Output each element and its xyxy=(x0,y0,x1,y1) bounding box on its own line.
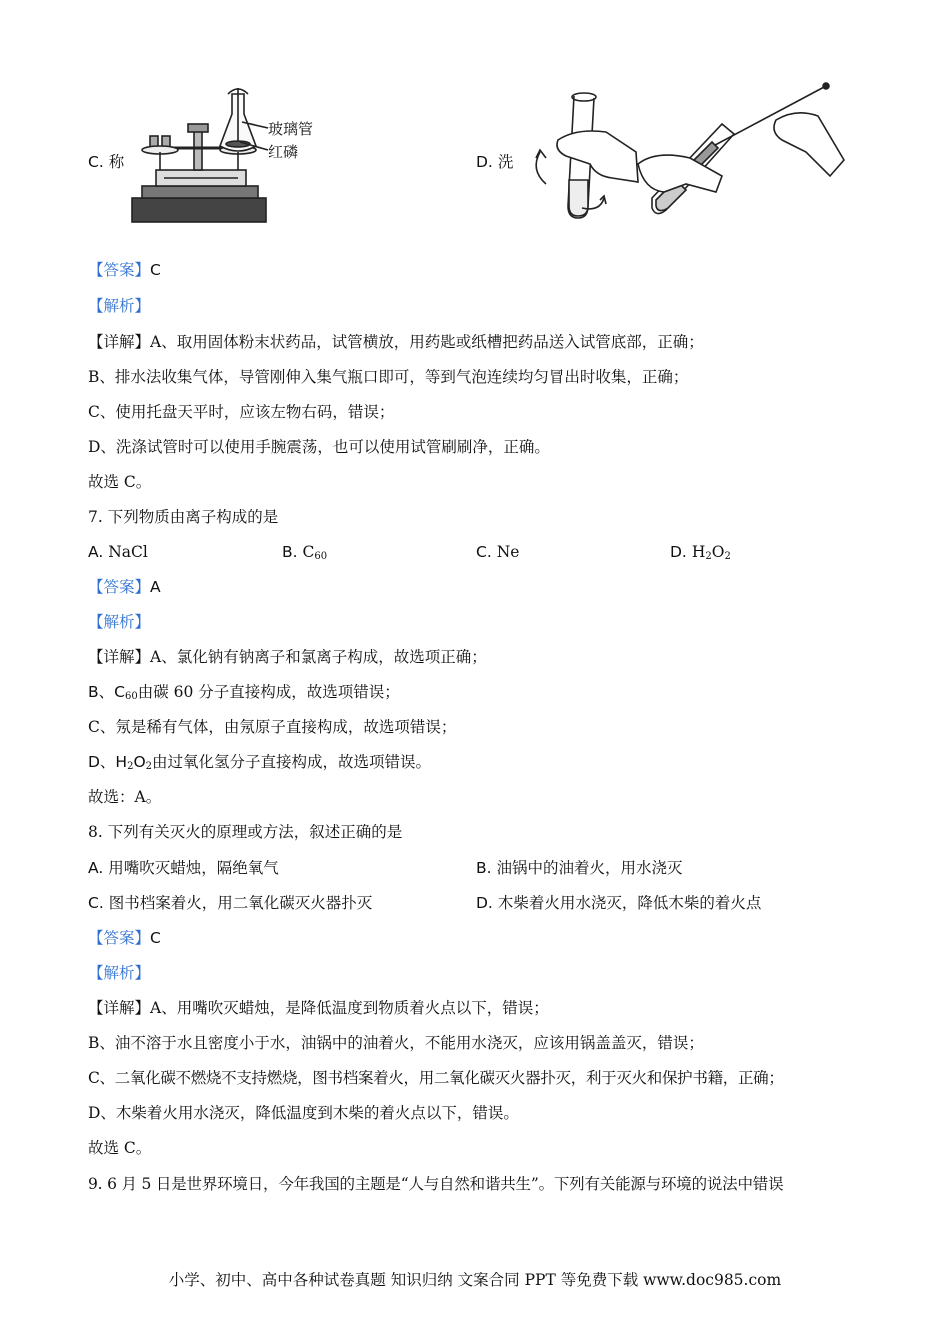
q6-detail-line-a xyxy=(88,332,704,352)
option-text: NaCl xyxy=(108,543,148,561)
detail-tag: 【详解】 xyxy=(88,333,151,351)
option-text: H xyxy=(691,543,706,561)
option-text: C xyxy=(302,543,315,561)
option-text: 木柴着火用水浇灭，降低木柴的着火点 xyxy=(497,894,762,912)
q6-option-c xyxy=(88,152,124,172)
page-footer: 小学、初中、高中各种试卷真题 知识归纳 文案合同 PPT 等免费下载 www.doc985.com xyxy=(168,1271,782,1289)
q8-analysis-tag: 【解析】 xyxy=(88,964,151,982)
q7-stem: 7. 下列物质由离子构成的是 xyxy=(88,508,279,526)
q8-option-a xyxy=(88,858,279,878)
label-red-phosphorus: 红磷 xyxy=(268,143,299,161)
q8-detail-line-d: D、木柴着火用水浇灭，降低温度到木柴的着火点以下，错误。 xyxy=(88,1104,519,1122)
option-letter: D. xyxy=(476,153,493,171)
answer-value: C xyxy=(150,929,161,947)
text-sub-1: 2 xyxy=(127,761,134,772)
option-letter: D. xyxy=(670,543,687,561)
option-text: Ne xyxy=(496,543,520,561)
q7-option-d xyxy=(670,542,731,567)
text-post: 由过氧化氢分子直接构成，故选项错误。 xyxy=(152,753,432,771)
option-letter: B. xyxy=(476,859,492,877)
q8-answer xyxy=(88,928,161,948)
option-text: 洗 xyxy=(497,153,514,171)
q7-detail-line-d xyxy=(88,752,431,777)
q6-analysis-tag: 【解析】 xyxy=(88,297,151,315)
option-letter: D. xyxy=(476,894,493,912)
answer-value: A xyxy=(150,578,161,596)
option-text: 用嘴吹灭蜡烛，隔绝氧气 xyxy=(108,859,279,877)
option-subscript: 60 xyxy=(314,551,328,562)
detail-text: A、用嘴吹灭蜡烛，是降低温度到物质着火点以下，错误； xyxy=(150,999,549,1017)
detail-tag: 【详解】 xyxy=(88,999,151,1017)
q7-detail-line-a xyxy=(88,647,487,667)
text-sub: 60 xyxy=(124,691,138,702)
option-text-2: O xyxy=(711,543,725,561)
label-glass-tube: 玻璃管 xyxy=(268,120,314,138)
text-sub-2: 2 xyxy=(145,761,153,772)
answer-tag: 【答案】 xyxy=(88,261,151,279)
detail-tag: 【详解】 xyxy=(88,648,151,666)
text-mid: O xyxy=(133,753,146,771)
q8-detail-line-a xyxy=(88,998,549,1018)
q6-answer xyxy=(88,260,161,280)
q6-option-d xyxy=(476,152,513,172)
option-letter: C. xyxy=(88,894,104,912)
q8-detail-line-c: C、二氧化碳不燃烧不支持燃烧，图书档案着火，用二氧化碳灭火器扑灭，利于灭火和保护书籍，正确； xyxy=(88,1069,784,1087)
q7-conclusion: 故选：A。 xyxy=(88,788,162,806)
option-subscript-2: 2 xyxy=(724,551,731,562)
q7-detail-line-c: C、氖是稀有气体，由氖原子直接构成，故选项错误； xyxy=(88,718,457,736)
option-letter: A. xyxy=(88,543,104,561)
q8-option-b xyxy=(476,858,683,878)
option-letter: C. xyxy=(88,153,104,171)
option-text: 图书档案着火，用二氧化碳灭火器扑灭 xyxy=(108,894,373,912)
q7-option-b xyxy=(282,542,327,567)
q8-option-d xyxy=(476,893,761,913)
option-text: 油锅中的油着火，用水浇灭 xyxy=(496,859,683,877)
q8-conclusion: 故选 C。 xyxy=(88,1139,152,1157)
text-post: 由碳 60 分子直接构成，故选项错误； xyxy=(137,683,400,701)
q6-detail-line-b: B、排水法收集气体，导管刚伸入集气瓶口即可，等到气泡连续均匀冒出时收集，正确； xyxy=(88,368,689,386)
q8-option-c xyxy=(88,893,372,913)
answer-tag: 【答案】 xyxy=(88,929,151,947)
answer-tag: 【答案】 xyxy=(88,578,151,596)
option-subscript: 2 xyxy=(705,551,712,562)
q8-stem: 8. 下列有关灭火的原理或方法，叙述正确的是 xyxy=(88,823,403,841)
option-letter: C. xyxy=(476,543,492,561)
text-pre: D、H xyxy=(88,753,128,771)
option-letter: A. xyxy=(88,859,104,877)
q9-stem: 9. 6 月 5 日是世界环境日，今年我国的主题是“人与自然和谐共生”。下列有关能源与环境的说法中错误 xyxy=(88,1175,784,1193)
detail-text: A、氯化钠有钠离子和氯离子构成，故选项正确； xyxy=(150,648,487,666)
balance-figure xyxy=(128,86,338,226)
q7-analysis-tag: 【解析】 xyxy=(88,613,151,631)
option-text: 称 xyxy=(108,153,125,171)
q7-detail-line-b xyxy=(88,682,400,707)
q8-detail-line-b: B、油不溶于水且密度小于水，油锅中的油着火，不能用水浇灭，应该用锅盖盖灭，错误； xyxy=(88,1034,704,1052)
answer-value: C xyxy=(150,261,161,279)
text-pre: B、C xyxy=(88,683,125,701)
q6-detail-line-c: C、使用托盘天平时，应该左物右码，错误； xyxy=(88,403,395,421)
q6-conclusion: 故选 C。 xyxy=(88,473,152,491)
q7-option-c xyxy=(476,542,519,562)
wash-tube-figure xyxy=(526,80,856,228)
detail-text: A、取用固体粉末状药品，试管横放，用药匙或纸槽把药品送入试管底部，正确； xyxy=(150,333,704,351)
q6-detail-line-d: D、洗涤试管时可以使用手腕震荡，也可以使用试管刷刷净，正确。 xyxy=(88,438,550,456)
option-letter: B. xyxy=(282,543,298,561)
q7-option-a xyxy=(88,542,148,562)
q7-answer xyxy=(88,577,161,597)
